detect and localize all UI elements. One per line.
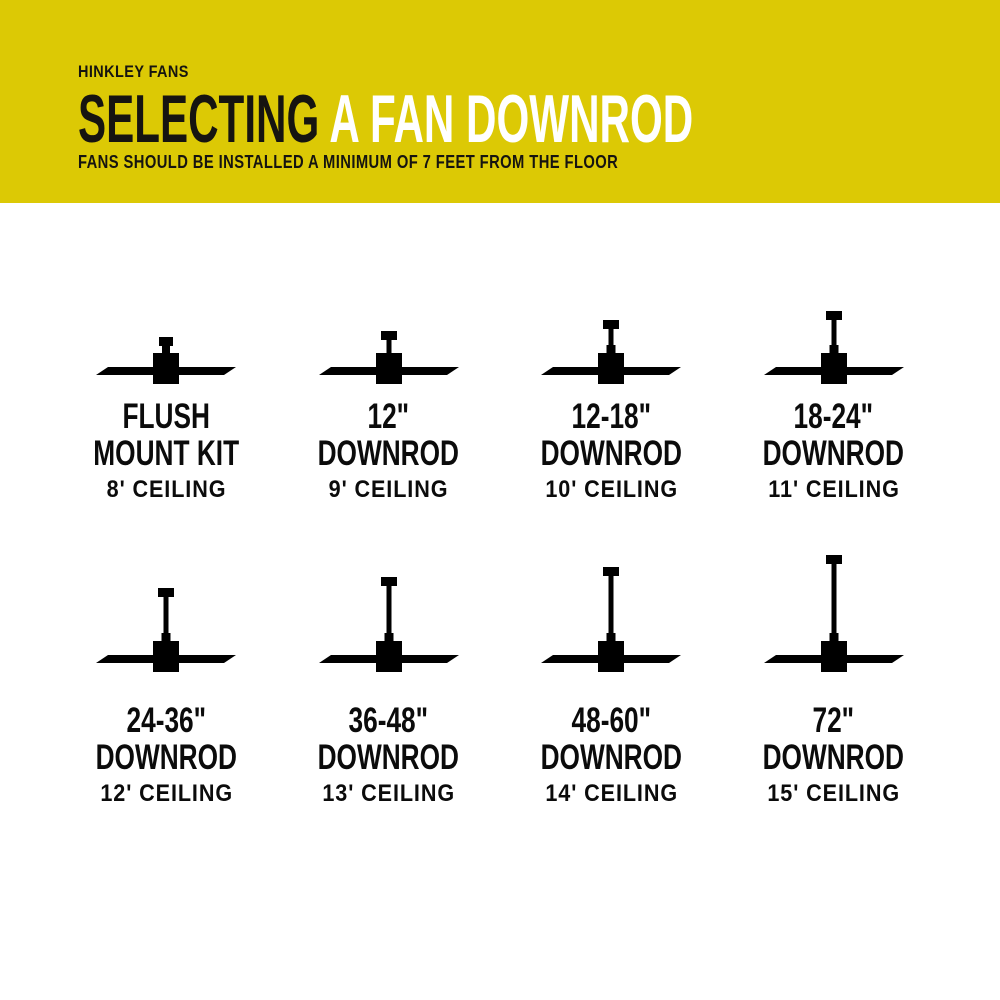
fan-icon-slot — [91, 311, 241, 384]
mount-cap — [381, 331, 397, 340]
fan-options-row-2 — [55, 555, 945, 807]
fan-icon-slot — [536, 311, 686, 384]
rod-coupler — [829, 633, 838, 641]
fan-options-grid — [0, 203, 1000, 807]
fan-name-line2: DOWNROD — [318, 738, 460, 777]
ceiling-fan-icon — [759, 555, 909, 672]
fan-option-name — [517, 398, 706, 472]
fan-name-line1: 72" — [812, 701, 855, 740]
fan-icon-slot — [536, 555, 686, 672]
fan-options-row-1 — [55, 311, 945, 503]
fan-name-line2: DOWNROD — [763, 434, 905, 473]
poster-subtitle: FANS SHOULD BE INSTALLED A MINIMUM OF 7 FEET FROM THE FLOOR — [78, 152, 619, 172]
title-black-part: SELECTING — [78, 81, 320, 157]
fan-option-12in-downrod — [278, 311, 501, 503]
ceiling-height-label: 10' CEILING — [544, 476, 678, 503]
ceiling-height-label: 8' CEILING — [106, 476, 227, 503]
fan-name-line1: 12-18" — [571, 397, 652, 436]
brand-label: HINKLEY FANS — [78, 62, 189, 81]
fan-name-line2: DOWNROD — [95, 738, 237, 777]
fan-option-name — [294, 398, 483, 472]
ceiling-height-label: 15' CEILING — [767, 780, 901, 807]
fan-name-line1: FLUSH — [122, 397, 210, 436]
rod-coupler — [607, 633, 616, 641]
downrod — [162, 345, 170, 354]
mount-cap — [603, 567, 619, 576]
fan-blades — [764, 367, 904, 375]
downrod — [386, 339, 391, 354]
fan-name-line2: DOWNROD — [763, 738, 905, 777]
fan-name-line1: 48-60" — [571, 701, 652, 740]
fan-icon-slot — [759, 555, 909, 672]
fan-option-name — [294, 702, 483, 776]
fan-icon-slot — [314, 555, 464, 672]
fan-option-72in-downrod — [723, 555, 946, 807]
ceiling-fan-icon — [91, 337, 241, 384]
fan-blades — [96, 655, 236, 663]
fan-option-name — [517, 702, 706, 776]
fan-blades — [541, 367, 681, 375]
ceiling-fan-icon — [759, 311, 909, 384]
fan-name-line2: DOWNROD — [540, 434, 682, 473]
fan-blades — [764, 655, 904, 663]
downrod — [609, 575, 614, 642]
fan-option-48-60in-downrod — [500, 555, 723, 807]
ceiling-height-label: 13' CEILING — [322, 780, 456, 807]
poster-title — [78, 81, 694, 157]
ceiling-height-label: 11' CEILING — [768, 476, 900, 503]
fan-name-line1: 36-48" — [348, 701, 429, 740]
fan-blades — [319, 655, 459, 663]
fan-option-name — [69, 398, 263, 472]
fan-name-line2: DOWNROD — [540, 738, 682, 777]
mount-cap — [826, 311, 842, 320]
mount-cap — [158, 588, 174, 597]
ceiling-height-label: 14' CEILING — [544, 780, 678, 807]
fan-option-24-36in-downrod — [55, 555, 278, 807]
fan-name-line2: DOWNROD — [318, 434, 460, 473]
mount-cap — [381, 577, 397, 586]
fan-name-line2: MOUNT KIT — [93, 434, 240, 473]
ceiling-fan-icon — [314, 331, 464, 384]
fan-name-line1: 18-24" — [793, 397, 874, 436]
fan-option-name — [72, 702, 261, 776]
ceiling-fan-icon — [536, 320, 686, 384]
fan-option-name — [739, 398, 928, 472]
ceiling-height-label: 9' CEILING — [328, 476, 449, 503]
fan-option-36-48in-downrod — [278, 555, 501, 807]
ceiling-fan-icon — [536, 567, 686, 672]
fan-icon-slot — [314, 311, 464, 384]
rod-coupler — [162, 633, 171, 641]
rod-coupler — [384, 633, 393, 641]
fan-option-18-24in-downrod — [723, 311, 946, 503]
fan-blades — [541, 655, 681, 663]
rod-coupler — [829, 345, 838, 353]
title-white-part: A FAN DOWNROD — [319, 81, 694, 157]
ceiling-fan-icon — [91, 588, 241, 672]
fan-blades — [319, 367, 459, 375]
downrod — [831, 563, 836, 642]
fan-name-line1: 24-36" — [126, 701, 207, 740]
ceiling-height-label: 12' CEILING — [99, 780, 233, 807]
mount-cap — [603, 320, 619, 329]
fan-option-flush-mount — [55, 311, 278, 503]
mount-cap — [826, 555, 842, 564]
fan-icon-slot — [759, 311, 909, 384]
fan-name-line1: 12" — [367, 397, 410, 436]
ceiling-fan-icon — [314, 577, 464, 672]
header-banner — [0, 0, 1000, 203]
fan-blades — [96, 367, 236, 375]
mount-cap — [159, 337, 173, 346]
fan-option-name — [739, 702, 928, 776]
rod-coupler — [607, 345, 616, 353]
fan-icon-slot — [91, 555, 241, 672]
fan-option-12-18in-downrod — [500, 311, 723, 503]
